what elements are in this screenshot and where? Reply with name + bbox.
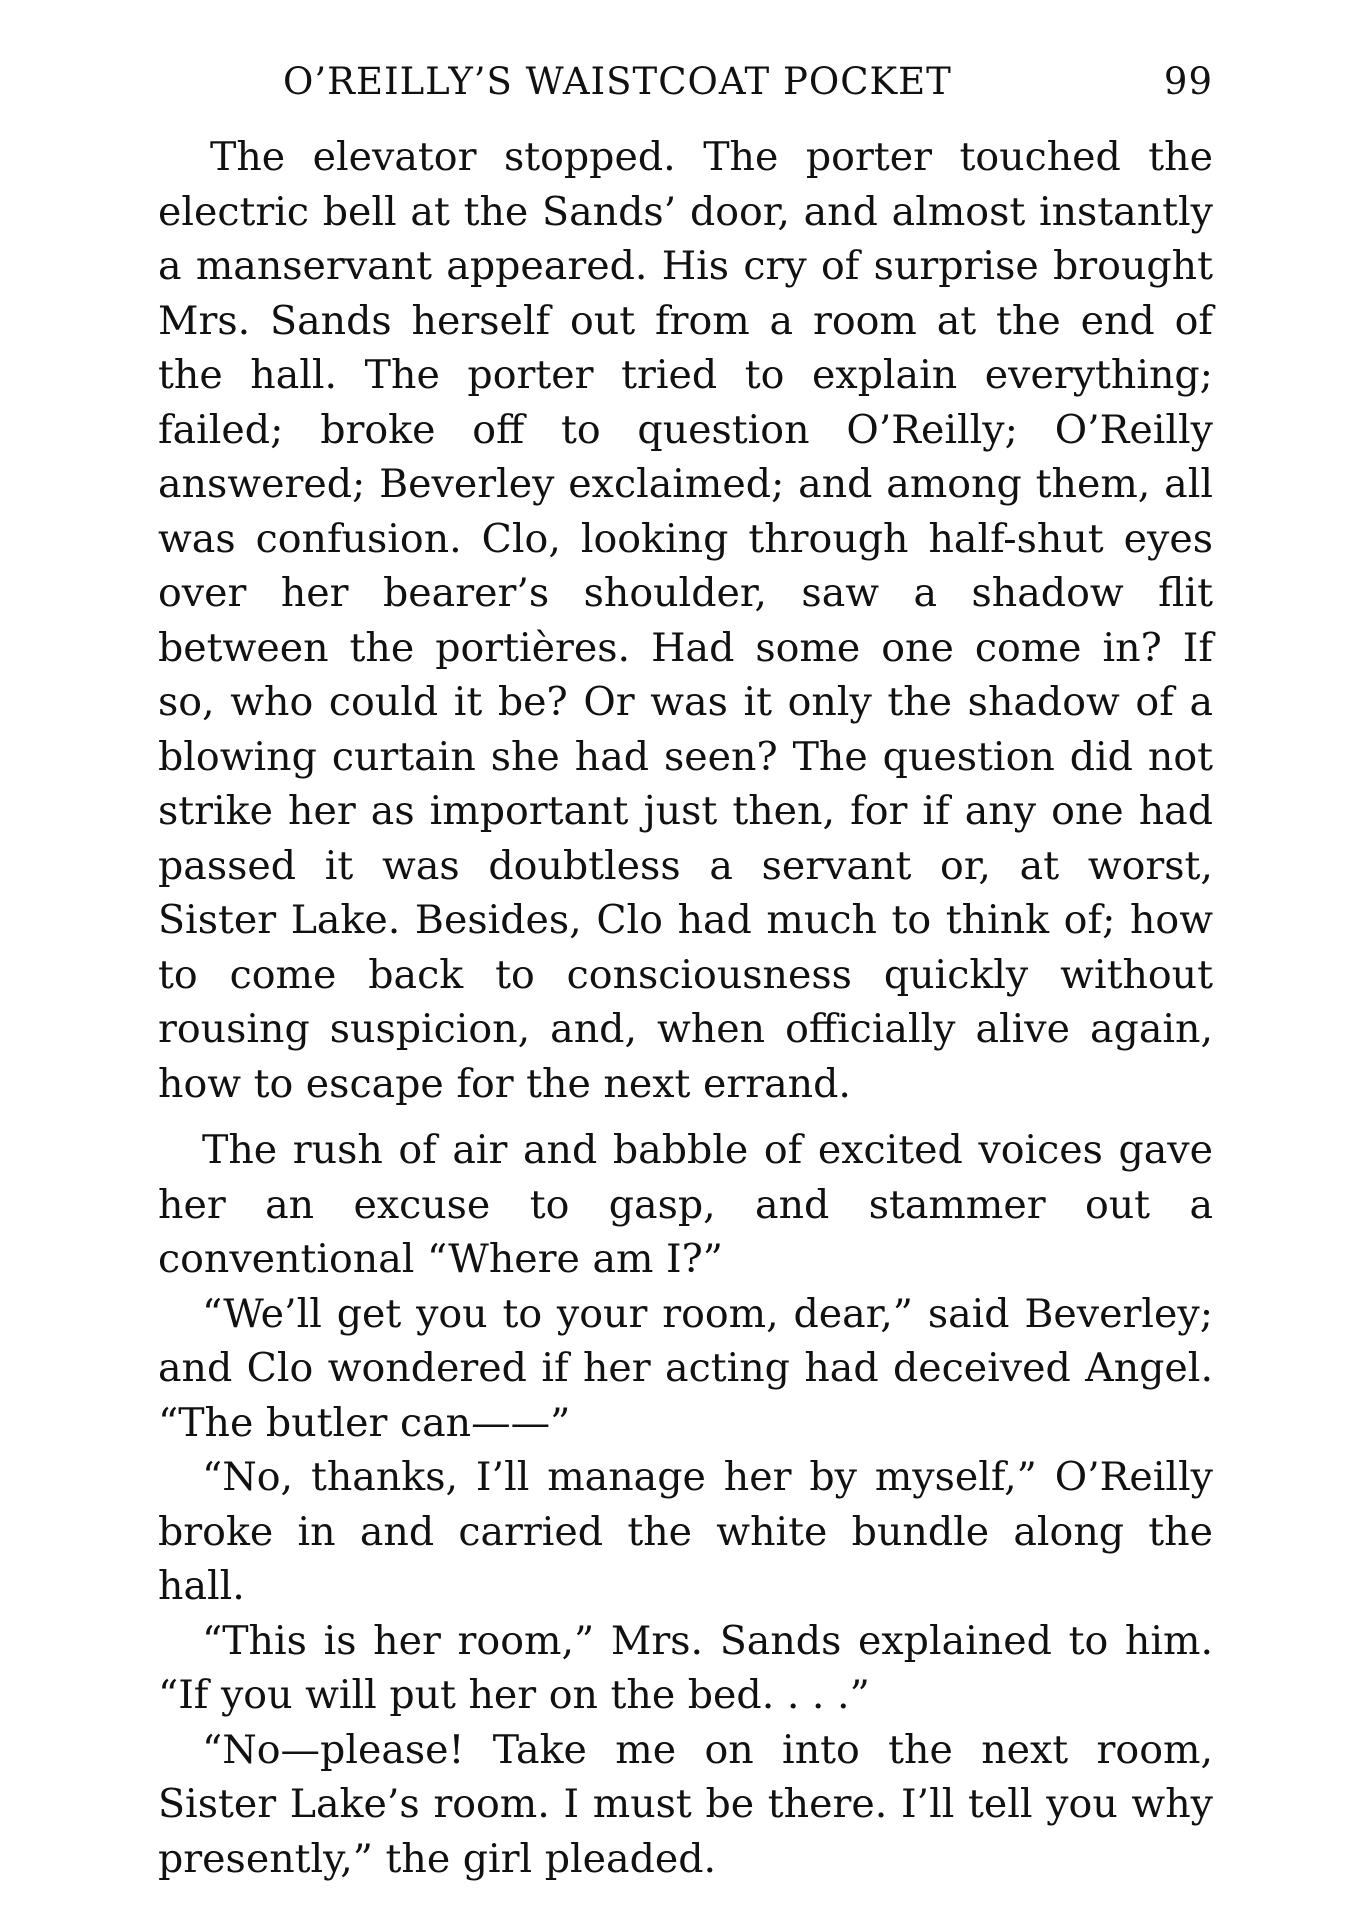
- paragraph: “No—please! Take me on into the next room, Sister Lake’s room. I must be there. I’ll tell you why presently,” the girl pleaded.: [158, 1726, 1213, 1882]
- running-title: O’REILLY’S WAISTCOAT POCKET: [283, 60, 952, 103]
- page-number: 99: [1163, 60, 1213, 103]
- paragraph: “We’ll get you to your room, dear,” said Beverley; and Clo wondered if her acting had deceived Angel. “The butler can——”: [158, 1290, 1213, 1446]
- running-header: [158, 60, 1213, 130]
- body-text: [158, 130, 1213, 1886]
- paragraph: The rush of air and babble of excited voices gave her an excuse to gasp, and stammer out a conventional “Where am I?”: [158, 1127, 1213, 1282]
- paragraph: The elevator stopped. The porter touched the electric bell at the Sands’ door, and almost instantly a manservant appeared. His cry of surprise brought Mrs. Sands herself out from a room at the end of the hall. The porter tried to explain everything; failed; broke off to question O’Reilly; O’Reilly answered; Beverley exclaimed; and among them, all was confusion. Clo, looking through half-shut eyes over her bearer’s shoulder, saw a shadow flit between the portières. Had some one come in? If so, who could it be? Or was it only the shadow of a blowing curtain she had seen? The question did not strike her as important just then, for if any one had passed it was doubtless a servant or, at worst, Sister Lake. Besides, Clo had much to think of; how to come back to consciousness quickly without rousing suspicion, and, when officially alive again, how to escape for the next errand.: [158, 134, 1213, 1107]
- paragraph: “This is her room,” Mrs. Sands explained to him. “If you will put her on the bed. . . .”: [158, 1617, 1213, 1718]
- book-page: [158, 60, 1213, 1886]
- paragraph: “No, thanks, I’ll manage her by myself,” O’Reilly broke in and carried the white bundle along the hall.: [158, 1454, 1213, 1609]
- paragraph-gap: [158, 1111, 1213, 1123]
